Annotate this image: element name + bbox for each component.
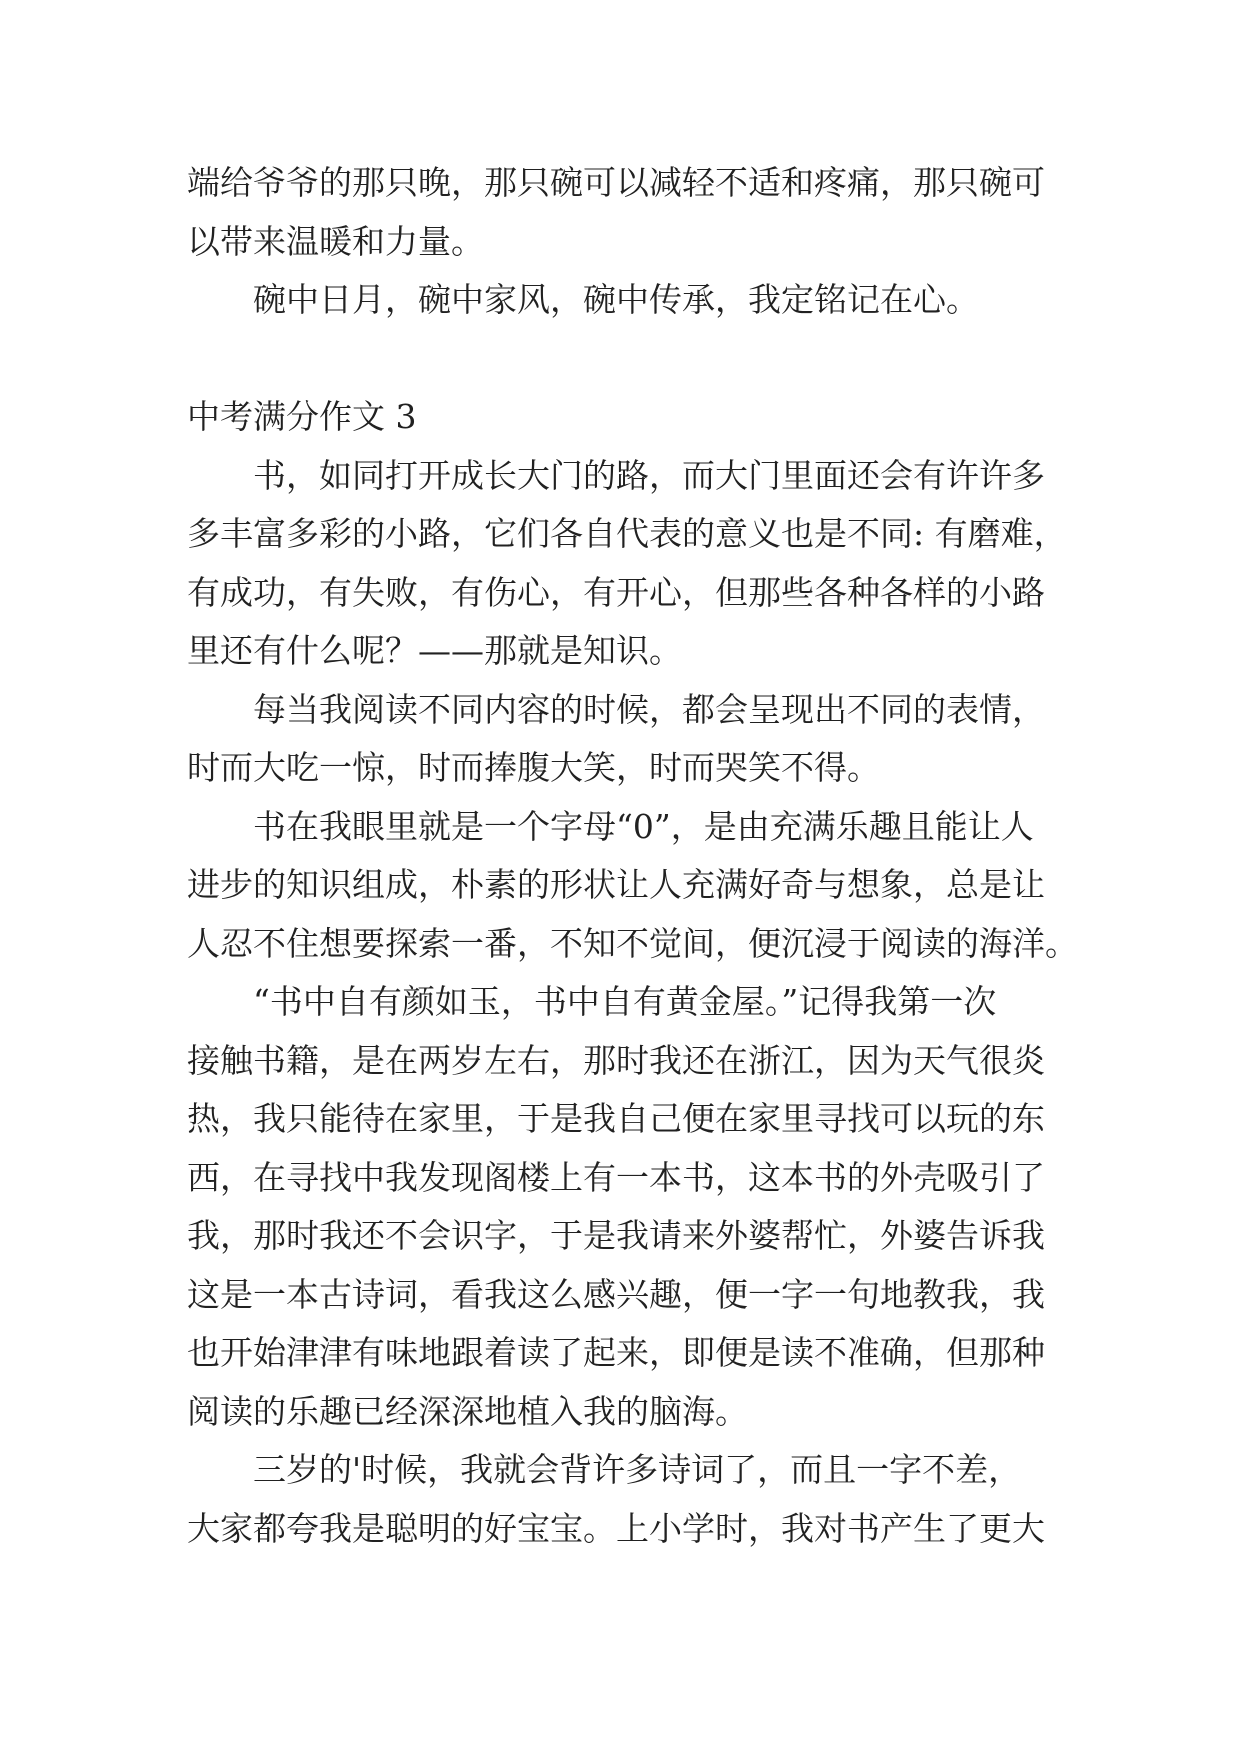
essay-line: 我，那时我还不会识字，于是我请来外婆帮忙，外婆告诉我 xyxy=(187,1216,1045,1255)
essay-line: 这是一本古诗词，看我这么感兴趣，便一字一句地教我，我 xyxy=(187,1274,1045,1314)
essay-line: 接触书籍，是在两岁左右，那时我还在浙江，因为天气很炎 xyxy=(187,1040,1045,1080)
essay-line: 碗中日月，碗中家风，碗中传承，我定铭记在心。 xyxy=(253,280,979,319)
essay-line: 书，如同打开成长大门的路，而大门里面还会有许许多 xyxy=(253,455,1045,495)
essay-line: 也开始津津有味地跟着读了起来，即便是读不准确，但那种 xyxy=(187,1333,1045,1372)
essay-line: 进步的知识组成，朴素的形状让人充满好奇与想象，总是让 xyxy=(187,865,1045,904)
blank-line xyxy=(187,330,1127,389)
essay-line: 阅读的乐趣已经深深地植入我的脑海。 xyxy=(187,1391,748,1431)
essay-line: 人忍不住想要探索一番，不知不觉间，便沉浸于阅读的海洋。 xyxy=(187,923,1078,963)
essay-line: 每当我阅读不同内容的时候，都会呈现出不同的表情， xyxy=(253,689,1045,729)
essay-line: 里还有什么呢？——那就是知识。 xyxy=(187,631,682,670)
essay-line: 热，我只能待在家里，于是我自己便在家里寻找可以玩的东 xyxy=(187,1099,1045,1138)
essay-line: “书中自有颜如玉，书中自有黄金屋。”记得我第一次 xyxy=(253,982,997,1021)
essay-line: 有成功，有失败，有伤心，有开心，但那些各种各样的小路 xyxy=(187,572,1045,612)
essay-line: 西，在寻找中我发现阁楼上有一本书，这本书的外壳吸引了 xyxy=(187,1157,1045,1197)
essay-line: 端给爷爷的那只晚，那只碗可以减轻不适和疼痛，那只碗可 xyxy=(187,163,1045,202)
essay-line: 书在我眼里就是一个字母“0”，是由充满乐趣且能让人 xyxy=(253,806,1034,846)
essay-line: 时而大吃一惊，时而捧腹大笑，时而哭笑不得。 xyxy=(187,748,880,787)
essay-text-block xyxy=(187,154,1127,1558)
essay-line: 以带来温暖和力量。 xyxy=(187,221,484,261)
essay-line: 三岁的'时候，我就会背许多诗词了，而且一字不差， xyxy=(253,1450,1022,1489)
essay-line: 中考满分作文 3 xyxy=(187,397,417,436)
essay-line: 大家都夸我是聪明的好宝宝。上小学时，我对书产生了更大 xyxy=(187,1508,1045,1548)
essay-line: 多丰富多彩的小路，它们各自代表的意义也是不同: 有磨难， xyxy=(187,514,1067,553)
